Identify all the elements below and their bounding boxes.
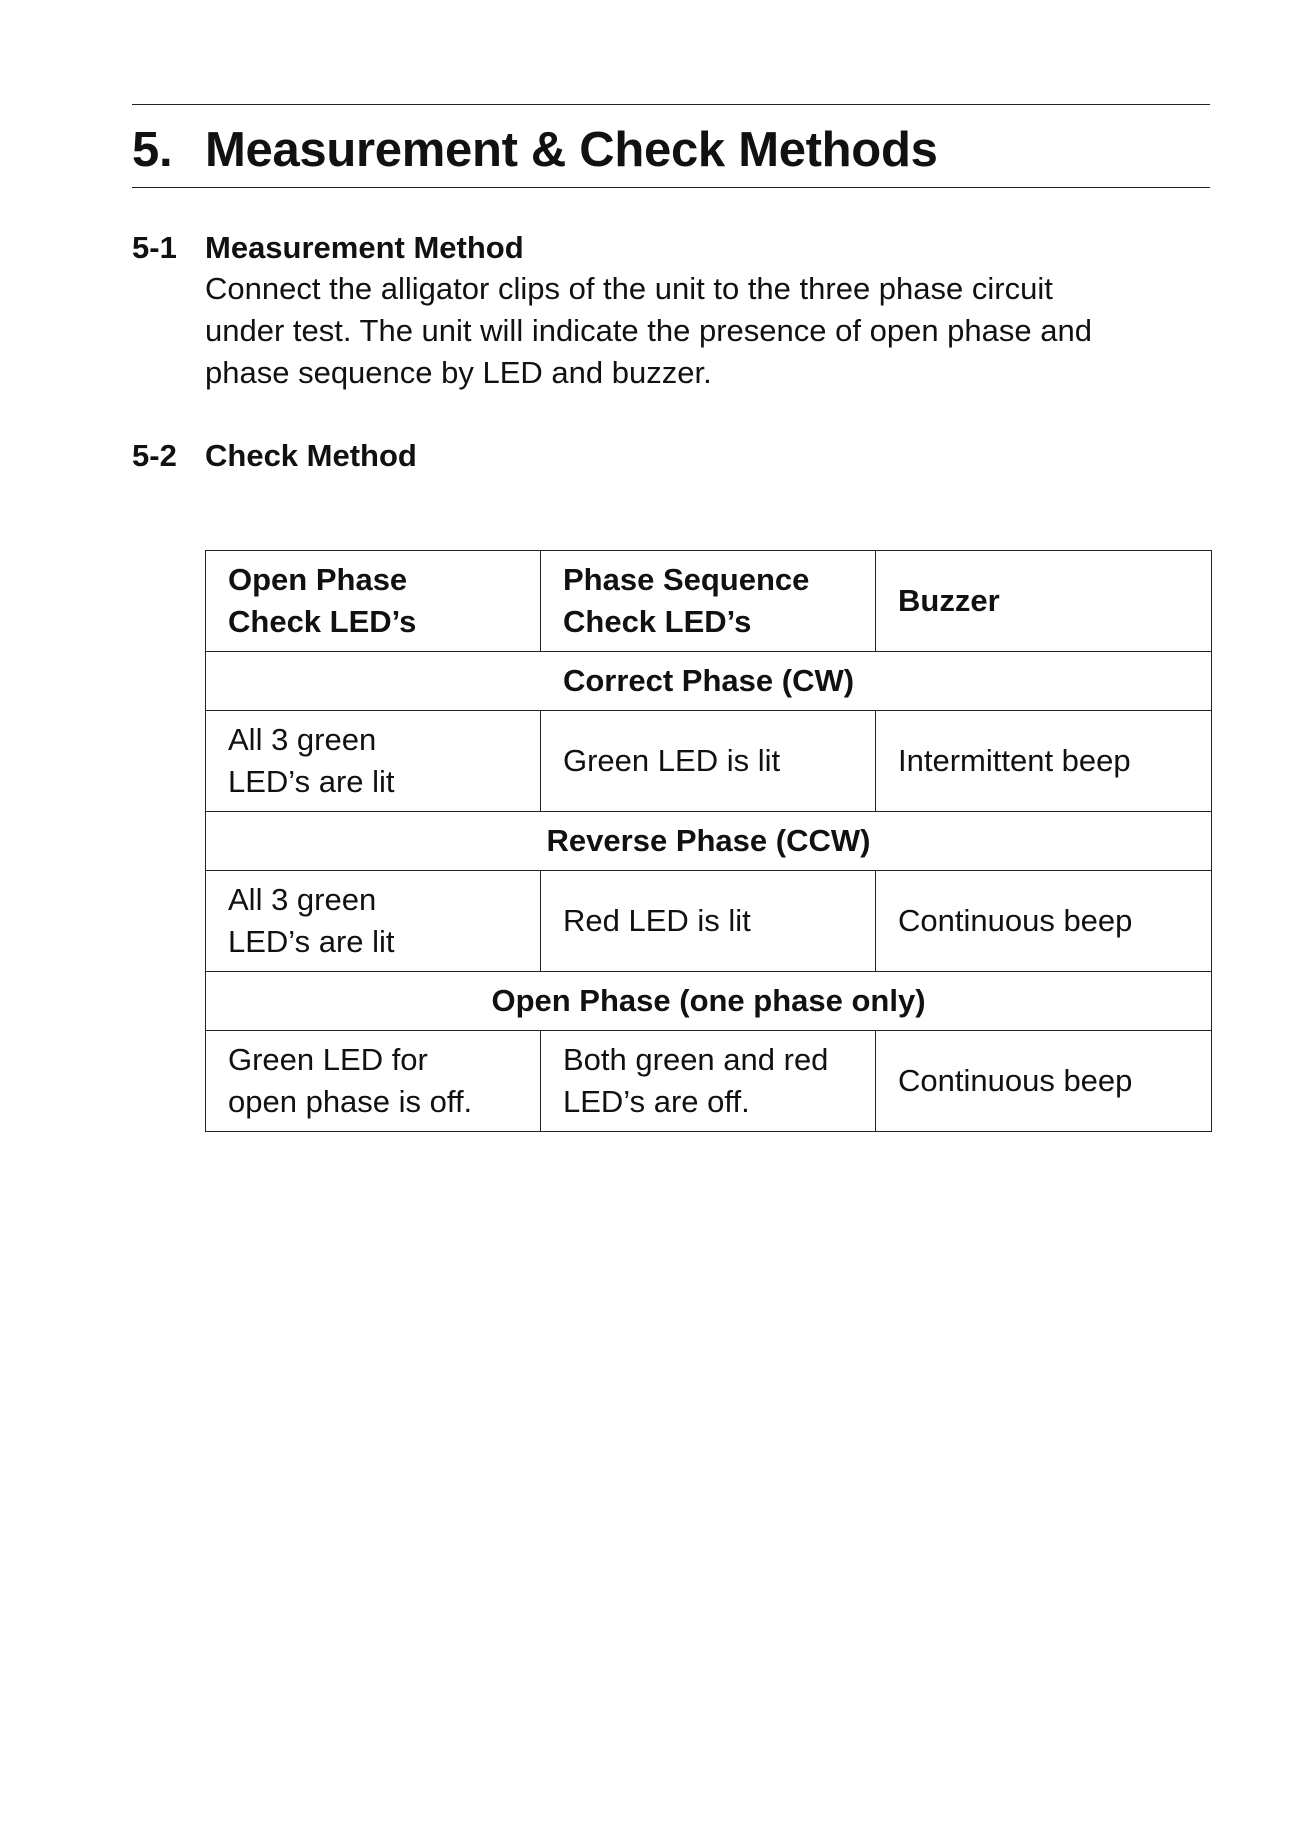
paragraph-line: under test. The unit will indicate the presence of open phase and: [205, 313, 1092, 348]
cell-line: Intermittent beep: [898, 743, 1131, 778]
cell-line: Red LED is lit: [563, 903, 751, 938]
table-cell: [206, 1031, 541, 1132]
header-line: Buzzer: [898, 583, 1000, 618]
cell-line: open phase is off.: [228, 1084, 473, 1119]
group-label-row: [206, 972, 1212, 1031]
header-line: Phase Sequence: [563, 562, 810, 597]
table-row: [206, 871, 1212, 972]
section-heading-5-2: [132, 438, 417, 474]
cell-line: Continuous beep: [898, 1063, 1133, 1098]
top-rule: [132, 104, 1210, 105]
cell-line: Continuous beep: [898, 903, 1133, 938]
paragraph-line: phase sequence by LED and buzzer.: [205, 355, 712, 390]
cell-line: All 3 green: [228, 882, 377, 917]
group-label: Correct Phase (CW): [206, 652, 1212, 711]
header-line: Check LED’s: [228, 604, 417, 639]
header-open-phase: [206, 551, 541, 652]
table-cell: [541, 711, 876, 812]
group-label-row: [206, 812, 1212, 871]
chapter-number: 5.: [132, 123, 173, 177]
cell-line: LED’s are lit: [228, 924, 395, 959]
header-line: Open Phase: [228, 562, 408, 597]
table-cell: [541, 1031, 876, 1132]
header-phase-sequence: [541, 551, 876, 652]
cell-line: Green LED for: [228, 1042, 428, 1077]
table-cell: [876, 1031, 1212, 1132]
heading-rule: [132, 187, 1210, 188]
table-cell: [206, 871, 541, 972]
group-label: Reverse Phase (CCW): [206, 812, 1212, 871]
table-row: [206, 711, 1212, 812]
table-cell: [876, 871, 1212, 972]
table-cell: [541, 871, 876, 972]
cell-line: All 3 green: [228, 722, 377, 757]
chapter-title: Measurement & Check Methods: [205, 123, 938, 177]
header-line: Check LED’s: [563, 604, 752, 639]
section-number: 5-2: [132, 438, 177, 473]
paragraph-line: Connect the alligator clips of the unit to the three phase circuit: [205, 271, 1053, 306]
section-number: 5-1: [132, 230, 177, 265]
section-heading-5-1: [132, 230, 524, 266]
chapter-heading: [132, 122, 938, 178]
cell-line: LED’s are lit: [228, 764, 395, 799]
section-title: Measurement Method: [205, 230, 524, 265]
measurement-paragraph: [205, 268, 1215, 394]
table-row: [206, 1031, 1212, 1132]
table-cell: [876, 711, 1212, 812]
cell-line: Green LED is lit: [563, 743, 781, 778]
table-header-row: [206, 551, 1212, 652]
group-label-row: [206, 652, 1212, 711]
section-title: Check Method: [205, 438, 417, 473]
table-cell: [206, 711, 541, 812]
cell-line: Both green and red: [563, 1042, 829, 1077]
group-label: Open Phase (one phase only): [206, 972, 1212, 1031]
cell-line: LED’s are off.: [563, 1084, 750, 1119]
header-buzzer: [876, 551, 1212, 652]
check-method-table: [205, 550, 1212, 1132]
